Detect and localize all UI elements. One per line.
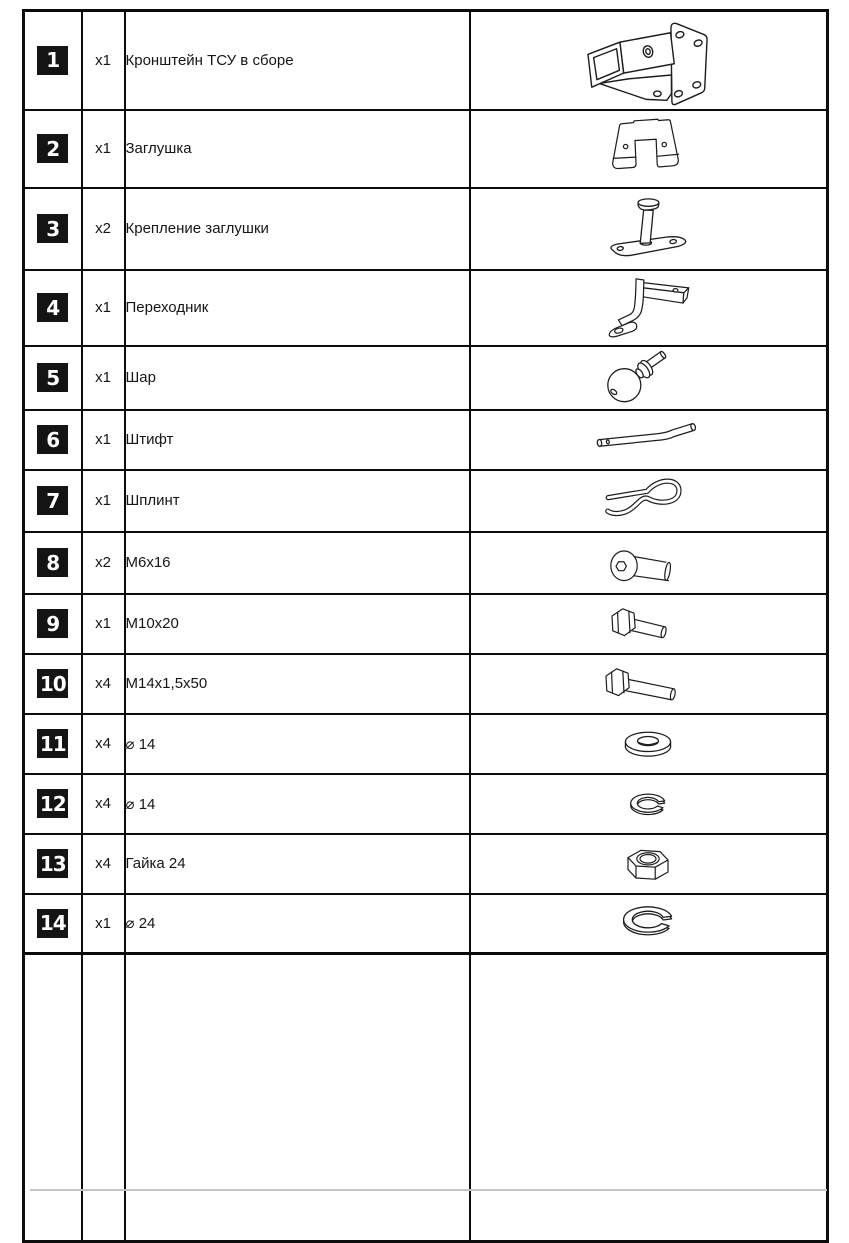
part-name-cell [125, 532, 470, 594]
part-quantity: x4 [95, 675, 111, 692]
tow-ball-drawing [593, 369, 703, 386]
part-name: M6x16 [125, 554, 171, 571]
part-number-badge: 7 [37, 486, 68, 515]
part-number-badge: 10 [37, 669, 68, 698]
hex-bolt-long-drawing [589, 675, 707, 692]
part-number-badge: 3 [37, 214, 68, 243]
part-quantity: x2 [95, 554, 111, 571]
part-number-badge: 4 [37, 293, 68, 322]
adapter-drawing [592, 299, 704, 316]
table-row [24, 774, 828, 834]
part-quantity-cell [82, 110, 125, 188]
part-quantity: x1 [95, 492, 111, 509]
part-number-cell [24, 714, 82, 774]
lock-washer-large-drawing [606, 914, 690, 931]
cap-drawing [587, 140, 709, 157]
part-number-badge: 8 [37, 548, 68, 577]
part-quantity: x1 [95, 615, 111, 632]
part-illustration-cell [470, 410, 828, 470]
part-number-cell [24, 110, 82, 188]
part-name-cell [125, 346, 470, 410]
hex-nut-drawing [612, 855, 684, 872]
part-illustration-cell [470, 532, 828, 594]
part-number-cell [24, 894, 82, 954]
parts-table-body [24, 11, 828, 954]
part-quantity: x2 [95, 220, 111, 237]
hex-bolt-short-drawing [596, 615, 700, 632]
part-quantity: x4 [95, 735, 111, 752]
part-quantity-cell [82, 11, 125, 110]
part-name: Гайка 24 [125, 855, 186, 872]
part-quantity: x1 [95, 369, 111, 386]
empty-row [24, 954, 828, 1242]
part-name-cell [125, 270, 470, 346]
part-quantity-cell [82, 410, 125, 470]
part-name-cell [125, 470, 470, 532]
part-name-cell [125, 11, 470, 110]
part-quantity: x1 [95, 299, 111, 316]
table-row [24, 594, 828, 654]
part-name-cell [125, 110, 470, 188]
part-number-badge: 1 [37, 46, 68, 75]
notes-area [24, 954, 828, 1242]
part-quantity-cell [82, 346, 125, 410]
part-quantity-cell [82, 774, 125, 834]
part-quantity: x1 [95, 914, 111, 932]
part-quantity-cell [82, 894, 125, 954]
part-name-cell [125, 894, 470, 954]
page-bottom-shadow [30, 1189, 827, 1191]
part-illustration-cell [470, 774, 828, 834]
table-row [24, 11, 828, 110]
part-number-cell [24, 346, 82, 410]
part-illustration-cell [470, 894, 828, 954]
part-quantity: x1 [95, 51, 111, 69]
part-quantity-cell [82, 654, 125, 714]
part-number-badge: 13 [37, 849, 68, 878]
part-name: Шплинт [125, 492, 180, 509]
table-row [24, 834, 828, 894]
part-name-cell [125, 654, 470, 714]
part-number-cell [24, 654, 82, 714]
table-row [24, 188, 828, 270]
table-row [24, 470, 828, 532]
part-number-cell [24, 410, 82, 470]
part-name-cell [125, 188, 470, 270]
part-illustration-cell [470, 11, 828, 110]
part-quantity: x4 [95, 855, 111, 872]
part-number-cell [24, 594, 82, 654]
part-number-badge: 12 [37, 789, 68, 818]
part-number-cell [24, 270, 82, 346]
cap-mount-drawing [596, 220, 700, 237]
part-illustration-cell [470, 110, 828, 188]
part-name: ⌀ 14 [125, 735, 156, 753]
part-name-cell [125, 834, 470, 894]
part-illustration-cell [470, 346, 828, 410]
lock-washer-small-drawing [611, 795, 685, 812]
part-quantity-cell [82, 532, 125, 594]
part-illustration-cell [470, 834, 828, 894]
part-name: Штифт [125, 431, 174, 448]
part-name: ⌀ 24 [125, 915, 156, 933]
part-illustration-cell [470, 714, 828, 774]
part-quantity-cell [82, 714, 125, 774]
part-number-cell [24, 532, 82, 594]
part-number-badge: 11 [37, 729, 68, 758]
table-row [24, 654, 828, 714]
part-number-cell [24, 774, 82, 834]
part-name: Шар [125, 369, 156, 386]
part-name-cell [125, 774, 470, 834]
part-number-badge: 9 [37, 609, 68, 638]
part-number-badge: 5 [37, 363, 68, 392]
part-name: Крепление заглушки [125, 220, 269, 237]
button-head-screw-drawing [600, 554, 696, 571]
empty-number-cell [24, 954, 82, 1242]
r-clip-drawing [593, 492, 703, 509]
table-row [24, 346, 828, 410]
parts-table [22, 9, 829, 1243]
part-number-cell [24, 11, 82, 110]
part-number-cell [24, 470, 82, 532]
part-illustration-cell [470, 270, 828, 346]
bent-pin-drawing [585, 431, 711, 448]
empty-illustration-cell [470, 954, 828, 1242]
part-quantity: x1 [95, 431, 111, 448]
part-number-badge: 14 [37, 909, 68, 938]
part-quantity-cell [82, 834, 125, 894]
part-illustration-cell [470, 470, 828, 532]
flat-washer-drawing [606, 735, 690, 752]
part-illustration-cell [470, 594, 828, 654]
part-quantity-cell [82, 188, 125, 270]
part-number-badge: 2 [37, 134, 68, 163]
part-name-cell [125, 714, 470, 774]
hitch-bracket-drawing [573, 51, 723, 68]
part-name: M14x1,5x50 [125, 675, 208, 692]
part-quantity-cell [82, 594, 125, 654]
part-name: ⌀ 14 [125, 795, 156, 813]
part-name: M10x20 [125, 615, 179, 632]
part-quantity: x4 [95, 795, 111, 812]
empty-name-cell [125, 954, 470, 1242]
table-row [24, 894, 828, 954]
part-quantity-cell [82, 270, 125, 346]
table-row [24, 532, 828, 594]
part-name-cell [125, 410, 470, 470]
table-row [24, 714, 828, 774]
part-name: Заглушка [125, 140, 192, 157]
part-quantity-cell [82, 470, 125, 532]
part-number-badge: 6 [37, 425, 68, 454]
part-illustration-cell [470, 188, 828, 270]
table-row [24, 410, 828, 470]
part-name: Переходник [125, 299, 209, 316]
part-number-cell [24, 188, 82, 270]
empty-quantity-cell [82, 954, 125, 1242]
part-quantity: x1 [95, 140, 111, 157]
table-row [24, 110, 828, 188]
part-number-cell [24, 834, 82, 894]
part-name-cell [125, 594, 470, 654]
part-name: Кронштейн ТСУ в сборе [125, 51, 294, 69]
part-illustration-cell [470, 654, 828, 714]
table-row [24, 270, 828, 346]
